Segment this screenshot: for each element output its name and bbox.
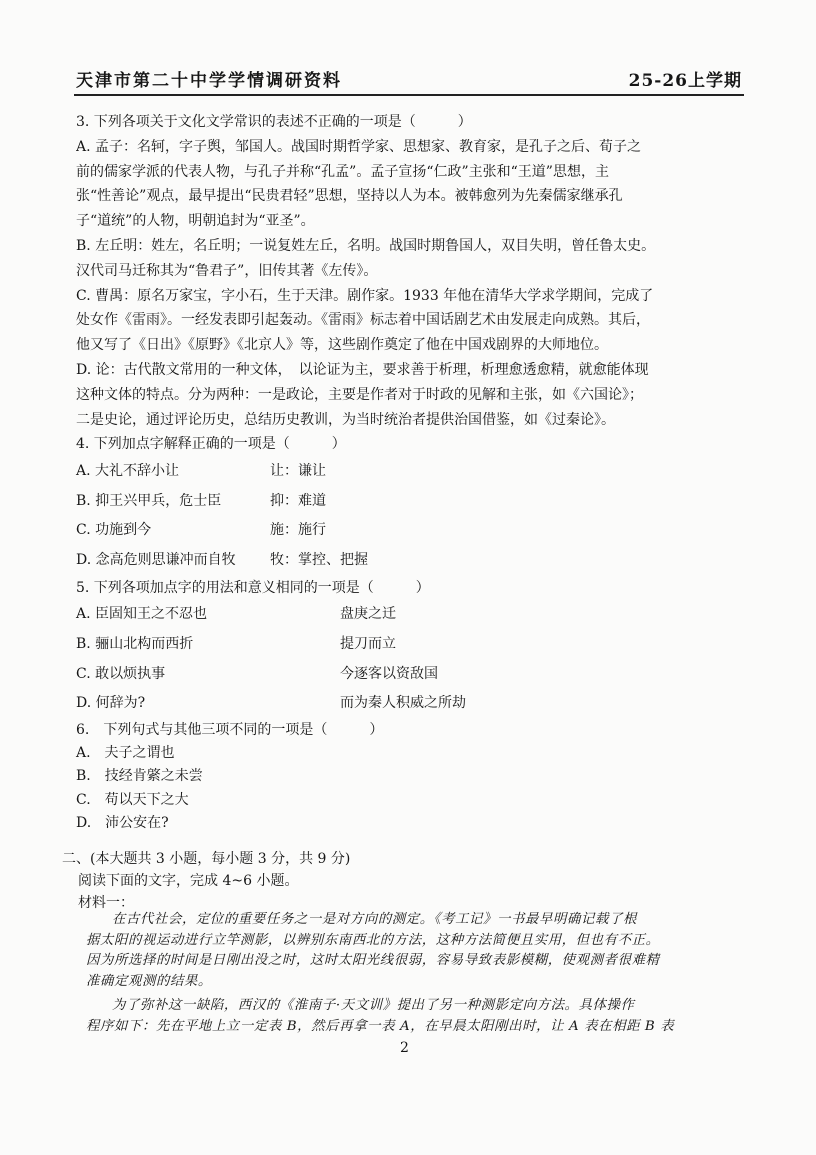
section-2 [62, 848, 742, 914]
q3-line: 前的儒家学派的代表人物，与孔子并称“孔孟”。孟子宣扬“仁政”主张和“王道”思想，主 [76, 163, 609, 180]
q4-option-text: A. 大礼不辞小让 [76, 463, 180, 480]
q3-line: 3. 下列各项关于文化文学常识的表述不正确的一项是（ ） [76, 114, 472, 130]
q3-line: 汉代司马迁称其为“鲁君子”，旧传其著《左传》。 [76, 262, 378, 279]
q5-option-pair: 提刀而立 [340, 635, 396, 652]
q4-option [76, 546, 756, 576]
page-header [76, 66, 742, 90]
page-number: 2 [400, 1040, 409, 1056]
question-3 [76, 110, 756, 432]
header-rule [74, 94, 744, 96]
q5-option [76, 689, 756, 719]
q5-option [76, 600, 756, 630]
q3-line: B. 左丘明：姓左，名丘明；一说复姓左丘，名明。战国时期鲁国人，双目失明，曾任鲁太史。 [76, 237, 656, 254]
q5-option-text: B. 骊山北构而西折 [76, 635, 194, 652]
section-instruction: 阅读下面的文字，完成 4~6 小题。 [78, 873, 299, 889]
q4-option-text: C. 功施到今 [76, 522, 152, 539]
section-title: 二、(本大题共 3 小题，每小题 3 分，共 9 分) [62, 851, 351, 867]
material-label: 材料一： [78, 895, 134, 911]
q5-option-text: A. 臣固知王之不忍也 [76, 606, 208, 623]
q4-option [76, 487, 756, 517]
q5-option-text: C. 敢以烦执事 [76, 665, 166, 682]
material-text [86, 910, 726, 1038]
question-6 [76, 719, 756, 836]
q4-option-gloss: 施：施行 [270, 522, 326, 539]
school-title: 天津市第二十中学学情调研资料 [76, 71, 342, 91]
q5-option-pair: 今逐客以资敌国 [340, 665, 438, 682]
q4-option-text: D. 念高危则思谦冲而自牧 [76, 551, 236, 568]
q4-option [76, 516, 756, 546]
q3-line: 处女作《雷雨》。一经发表即引起轰动。《雷雨》标志着中国话剧艺术由发展走向成熟。其后， [76, 312, 650, 329]
question-4 [76, 432, 756, 575]
q5-option [76, 660, 756, 690]
question-5 [76, 576, 756, 719]
q4-option-gloss: 抑：难道 [270, 492, 326, 509]
q6-stem: 6. 下列句式与其他三项不同的一项是（ ） [76, 721, 384, 738]
q3-line: 他又写了《日出》《原野》《北京人》等，这些剧作奠定了他在中国戏剧界的大师地位。 [76, 337, 608, 354]
q5-option-pair: 而为秦人积威之所劫 [340, 695, 466, 712]
q3-line: 张“性善论”观点，最早提出“民贵君轻”思想，坚持以人为本。被韩愈列为先秦儒家继承孔 [76, 188, 623, 205]
q5-option-text: D. 何辞为? [76, 695, 146, 712]
q5-option-pair: 盘庚之迁 [340, 606, 396, 623]
questions-body [76, 110, 756, 836]
material-line: 因为所选择的时间是日刚出没之时，这时太阳光线很弱，容易导致表影模糊，使观测者很难精 [86, 953, 660, 969]
q3-line: 子“道统”的人物，明朝追封为“亚圣”。 [76, 213, 315, 230]
material-line: 准确定观测的结果。 [86, 973, 212, 989]
q6-option: C. 苟以天下之大 [76, 791, 189, 808]
material-line: 程序如下：先在平地上立一定表 B，然后再拿一表 A，在早晨太阳刚出时，让 A 表在相距 B 表 [86, 1018, 675, 1034]
q4-option [76, 457, 756, 487]
material-line: 据太阳的视运动进行立竿测影，以辨别东南西北的方法，这种方法简便且实用，但也有不正。 [86, 932, 660, 948]
q3-line: 这种文体的特点。分为两种：一是政论，主要是作者对于时政的见解和主张，如《六国论》； [76, 386, 643, 403]
term-label: 25-26上学期 [628, 71, 742, 91]
material-line: 为了弥补这一缺陷，西汉的《淮南子·天文训》提出了另一种测影定向方法。具体操作 [112, 998, 635, 1014]
q6-option: D. 沛公安在? [76, 815, 169, 832]
q3-line: C. 曹禺：原名万家宝，字小石，生于天津。剧作家。1933 年他在清华大学求学期间，完成了 [76, 287, 654, 304]
q5-stem: 5. 下列各项加点字的用法和意义相同的一项是（ ） [76, 579, 430, 596]
q6-option: A. 夫子之谓也 [76, 745, 175, 762]
material-line: 在古代社会，定位的重要任务之一是对方向的测定。《考工记》一书最早明确记载了根 [112, 912, 637, 927]
q4-option-gloss: 让：谦让 [270, 463, 326, 480]
q4-option-gloss: 牧：掌控、把握 [270, 551, 368, 568]
q4-option-text: B. 抑王兴甲兵，危士臣 [76, 492, 222, 509]
q3-line: 二是史论，通过评论历史，总结历史教训，为当时统治者提供治国借鉴，如《过秦论》。 [76, 411, 615, 428]
q3-line: A. 孟子：名轲，字子舆，邹国人。战国时期哲学家、思想家、教育家，是孔子之后、荀子之 [76, 138, 642, 155]
q4-stem: 4. 下列加点字解释正确的一项是（ ） [76, 436, 346, 453]
q6-option: B. 技经肯綮之未尝 [76, 768, 203, 785]
q3-line: D. 论：古代散文常用的一种文体， 以论证为主，要求善于析理，析理愈透愈精，就愈能体现 [76, 361, 649, 378]
q5-option [76, 630, 756, 660]
